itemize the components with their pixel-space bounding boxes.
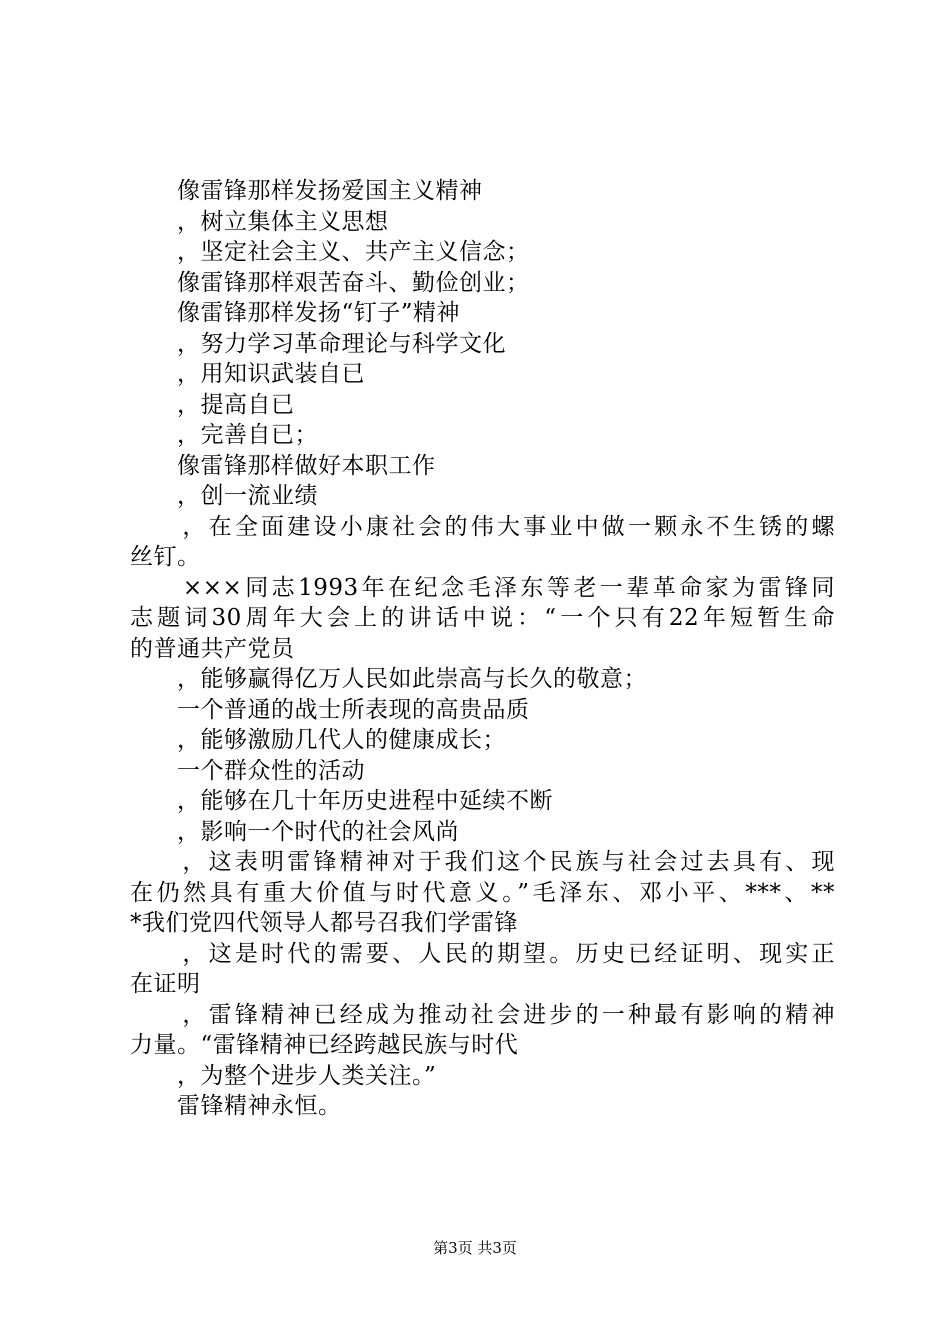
text-line: ，能够激励几代人的健康成长； [130,727,506,753]
text-line: 志题词30周年大会上的讲话中说：“一个只有22年短暂生命 [130,605,835,631]
text-line: ，努力学习革命理论与科学文化 [130,330,506,357]
text-line: ，雷锋精神已经成为推动社会进步的一种最有影响的精神 [130,1001,835,1028]
text-line: ，创一流业绩 [130,483,318,509]
text-line: 像雷锋那样发扬爱国主义精神 [130,178,483,204]
text-line: 一个普通的战士所表现的高贵品质 [130,696,530,723]
text-line: ，树立集体主义思想 [130,208,389,235]
text-line: *我们党四代领导人都号召我们学雷锋 [130,910,518,936]
text-line: ，用知识武装自已 [130,361,365,387]
text-line: ×××同志1993年在纪念毛泽东等老一辈革命家为雷锋同 [130,574,835,601]
text-line: 在仍然具有重大价值与时代意义。”毛泽东、邓小平、***、** [130,879,835,906]
text-line: 力量。“雷锋精神已经跨越民族与时代 [130,1032,519,1058]
page-footer: 第3页 共3页 [433,1239,517,1257]
text-line: ，能够在几十年历史进程中延续不断 [130,788,553,814]
text-line: ，在全面建设小康社会的伟大事业中做一颗永不生锈的螺 [130,513,835,540]
text-line: ，能够赢得亿万人民如此崇高与长久的敬意； [130,666,647,692]
text-line: ，提高自已 [130,391,295,418]
text-line: 像雷锋那样做好本职工作 [130,452,436,479]
text-line: ，影响一个时代的社会风尚 [130,818,459,845]
text-line: ，为整个进步人类关注。” [130,1062,437,1089]
text-line: 的普通共产党员 [130,635,295,662]
text-line: 在证明 [130,971,201,997]
text-line: ，这是时代的需要、人民的期望。历史已经证明、现实正 [130,940,835,967]
text-line: 像雷锋那样艰苦奋斗、勤俭创业； [130,269,530,296]
text-line: 像雷锋那样发扬“钉子”精神 [130,300,461,326]
text-line: 雷锋精神永恒。 [130,1093,342,1119]
text-line: ，坚定社会主义、共产主义信念； [130,239,530,265]
text-line: 一个群众性的活动 [130,757,365,784]
text-line: 丝钉。 [130,544,201,570]
text-line: ，完善自已； [130,422,318,448]
text-line: ，这表明雷锋精神对于我们这个民族与社会过去具有、现 [130,849,835,875]
document-body [130,176,835,1122]
